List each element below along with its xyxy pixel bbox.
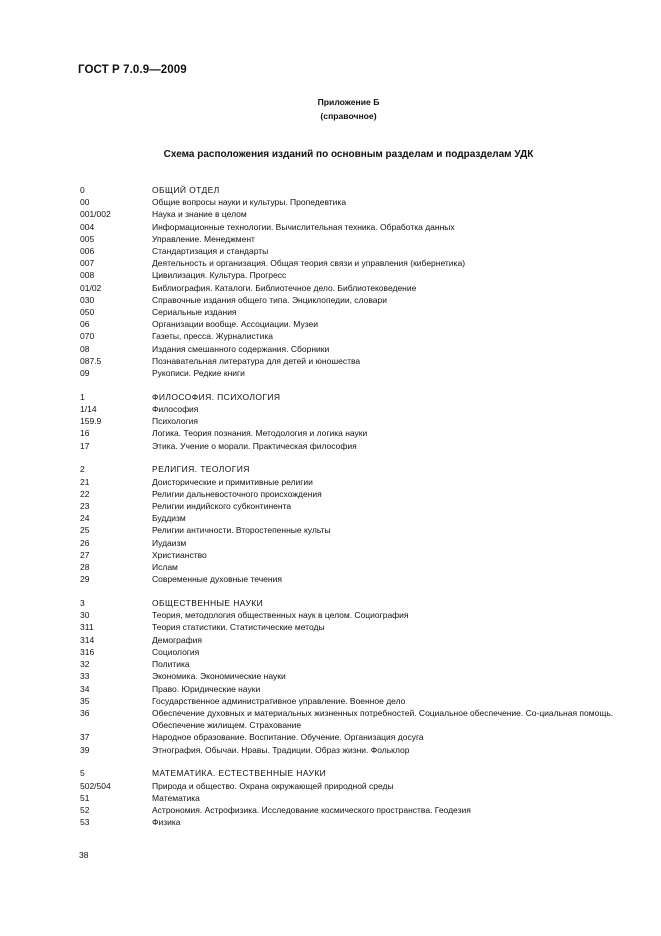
udk-entry (80, 440, 620, 452)
udk-title: Доисторические и примитивные религии (152, 476, 313, 487)
section-heading-row (80, 184, 620, 196)
udk-code: 070 (80, 331, 95, 342)
udk-code: 36 (80, 707, 90, 718)
udk-section (80, 391, 620, 452)
udk-entry (80, 415, 620, 427)
udk-code: 006 (80, 246, 95, 257)
udk-entry (80, 282, 620, 294)
udk-title: Теория статистики. Статистические методы (152, 622, 325, 633)
udk-entry (80, 367, 620, 379)
udk-code: 06 (80, 319, 90, 330)
udk-code: 34 (80, 683, 90, 694)
udk-code: 32 (80, 659, 90, 670)
udk-title: Познавательная литература для детей и юношества (152, 355, 361, 366)
udk-title: Иудаизм (152, 537, 187, 548)
udk-code: 26 (80, 537, 90, 548)
udk-title: Наука и знание в целом (152, 209, 247, 220)
udk-code: 16 (80, 428, 90, 439)
section-title: ОБЩИЙ ОТДЕЛ (152, 185, 220, 195)
udk-entry (80, 646, 620, 658)
udk-title: Народное образование. Воспитание. Обучение. Организация досуга (152, 732, 424, 743)
udk-entry (80, 609, 620, 621)
udk-title: Теория, методология общественных наук в целом. Социография (152, 610, 409, 621)
udk-code: 33 (80, 671, 90, 682)
udk-code: 314 (80, 634, 95, 645)
udk-entry (80, 804, 620, 816)
udk-title: Философия (152, 404, 199, 415)
udk-title: Религии дальневосточного происхождения (152, 488, 322, 499)
udk-title: Общие вопросы науки и культуры. Пропедевтика (152, 197, 347, 208)
udk-section (80, 767, 620, 828)
udk-entry (80, 343, 620, 355)
udk-entry (80, 780, 620, 792)
udk-title: Политика (152, 659, 190, 670)
udk-entry (80, 707, 620, 731)
udk-title: Логика. Теория познания. Методология и логика науки (152, 428, 368, 439)
udk-entry (80, 524, 620, 536)
udk-entry (80, 500, 620, 512)
udk-entry (80, 695, 620, 707)
section-code: 0 (80, 185, 85, 195)
udk-code: 37 (80, 732, 90, 743)
udk-code: 1/14 (80, 404, 97, 415)
udk-code: 030 (80, 294, 95, 305)
annex-type: (справочное) (320, 111, 377, 121)
section-title: ОБЩЕСТВЕННЫЕ НАУКИ (152, 598, 264, 609)
udk-title: Современные духовные течения (152, 574, 282, 585)
udk-entry (80, 208, 620, 220)
udk-code: 35 (80, 695, 90, 706)
udk-title: Этнография. Обычаи. Нравы. Традиции. Образ жизни. Фольклор (152, 744, 410, 755)
udk-code: 25 (80, 525, 90, 536)
udk-title: Цивилизация. Культура. Прогресс (152, 270, 287, 281)
udk-title: Информационные технологии. Вычислительная техника. Обработка данных (152, 221, 455, 232)
section-title: ФИЛОСОФИЯ. ПСИХОЛОГИЯ (152, 391, 281, 402)
udk-title: Психология (152, 416, 199, 427)
udk-classification-list (80, 184, 620, 840)
udk-code: 17 (80, 440, 90, 451)
udk-title: Социология (152, 646, 200, 657)
udk-code: 050 (80, 307, 95, 318)
udk-code: 09 (80, 368, 90, 379)
udk-entry (80, 537, 620, 549)
udk-entry (80, 792, 620, 804)
udk-title: Математика (152, 792, 200, 803)
udk-code: 008 (80, 270, 95, 281)
udk-code: 00 (80, 197, 90, 208)
udk-title: Рукописи. Редкие книги (152, 368, 245, 379)
udk-entry (80, 488, 620, 500)
udk-title: Деятельность и организация. Общая теория связи и управления (кибернетика) (152, 258, 466, 269)
udk-title: Физика (152, 817, 181, 828)
udk-entry (80, 549, 620, 561)
udk-code: 005 (80, 233, 95, 244)
annex-title: Приложение Б (317, 97, 380, 107)
udk-code: 28 (80, 562, 90, 573)
section-code: 1 (80, 391, 85, 402)
udk-entry (80, 634, 620, 646)
udk-title: Экономика. Экономические науки (152, 671, 286, 682)
udk-code: 22 (80, 488, 90, 499)
udk-code: 007 (80, 258, 95, 269)
udk-code: 24 (80, 513, 90, 524)
udk-section (80, 184, 620, 379)
udk-code: 21 (80, 476, 90, 487)
udk-entry (80, 683, 620, 695)
udk-entry (80, 355, 620, 367)
udk-title: Стандартизация и стандарты (152, 246, 269, 257)
udk-entry (80, 294, 620, 306)
udk-code: 23 (80, 501, 90, 512)
section-code: 3 (80, 598, 85, 609)
udk-title: Этика. Учение о морали. Практическая философия (152, 440, 357, 451)
section-code: 2 (80, 464, 85, 475)
udk-entry (80, 233, 620, 245)
udk-entry (80, 330, 620, 342)
udk-entry (80, 403, 620, 415)
udk-title: Организации вообще. Ассоциации. Музеи (152, 319, 318, 330)
udk-entry (80, 221, 620, 233)
udk-title: Обеспечение духовных и материальных жизненных потребностей. Социальное обеспечение. Со-циальная помощь. Обеспечение жилищем. Страхование (152, 707, 614, 731)
udk-entry (80, 561, 620, 573)
udk-code: 39 (80, 744, 90, 755)
udk-code: 53 (80, 817, 90, 828)
udk-entry (80, 512, 620, 524)
udk-entry (80, 245, 620, 257)
udk-title: Справочные издания общего типа. Энциклопедии, словари (152, 294, 387, 305)
section-title: РЕЛИГИЯ. ТЕОЛОГИЯ (152, 464, 250, 475)
udk-entry (80, 476, 620, 488)
udk-code: 502/504 (80, 780, 111, 791)
udk-entry (80, 744, 620, 756)
udk-title: Религии античности. Второстепенные культы (152, 525, 331, 536)
udk-title: Христианство (152, 549, 207, 560)
udk-entry (80, 269, 620, 281)
section-heading-row (80, 391, 620, 403)
udk-code: 29 (80, 574, 90, 585)
udk-title: Издания смешанного содержания. Сборники (152, 343, 330, 354)
udk-title: Буддизм (152, 513, 186, 524)
udk-code: 159.9 (80, 416, 102, 427)
udk-title: Государственное административное управление. Военное дело (152, 695, 406, 706)
udk-title: Сериальные издания (152, 307, 237, 318)
page-number: 38 (79, 850, 89, 860)
udk-title: Природа и общество. Охрана окружающей природной среды (152, 780, 394, 791)
udk-entry (80, 257, 620, 269)
section-title: МАТЕМАТИКА. ЕСТЕСТВЕННЫЕ НАУКИ (152, 768, 327, 779)
heading-text: Схема расположения изданий по основным разделам и подразделам УДК (163, 149, 534, 160)
udk-entry (80, 731, 620, 743)
udk-title: Ислам (152, 562, 178, 573)
udk-title: Демография (152, 634, 202, 645)
udk-title: Право. Юридические науки (152, 683, 261, 694)
udk-entry (80, 427, 620, 439)
udk-entry (80, 306, 620, 318)
udk-entry (80, 196, 620, 208)
udk-entry (80, 318, 620, 330)
udk-title: Религии индийского субконтинента (152, 501, 292, 512)
udk-entry (80, 658, 620, 670)
udk-code: 311 (80, 622, 94, 633)
udk-title: Астрономия. Астрофизика. Исследование космического пространства. Геодезия (152, 804, 471, 815)
udk-code: 01/02 (80, 282, 102, 293)
section-code: 5 (80, 768, 85, 779)
udk-code: 30 (80, 610, 90, 621)
udk-section (80, 597, 620, 756)
udk-entry (80, 573, 620, 585)
annex-header (0, 95, 661, 123)
udk-code: 51 (80, 792, 90, 803)
udk-section (80, 463, 620, 585)
udk-code: 08 (80, 343, 90, 354)
udk-title: Управление. Менеджмент (152, 233, 255, 244)
udk-code: 27 (80, 549, 90, 560)
page-heading (0, 149, 661, 160)
standard-id: ГОСТ Р 7.0.9—2009 (78, 64, 187, 76)
udk-entry (80, 670, 620, 682)
udk-code: 004 (80, 221, 95, 232)
udk-entry (80, 621, 620, 633)
section-heading-row (80, 597, 620, 609)
udk-title: Газеты, пресса. Журналистика (152, 331, 274, 342)
udk-title: Библиография. Каталоги. Библиотечное дело. Библиотековедение (152, 282, 417, 293)
section-heading-row (80, 767, 620, 779)
udk-entry (80, 816, 620, 828)
udk-code: 316 (80, 646, 95, 657)
udk-code: 52 (80, 804, 90, 815)
udk-code: 001/002 (80, 209, 111, 220)
udk-code: 087.5 (80, 355, 102, 366)
section-heading-row (80, 463, 620, 475)
